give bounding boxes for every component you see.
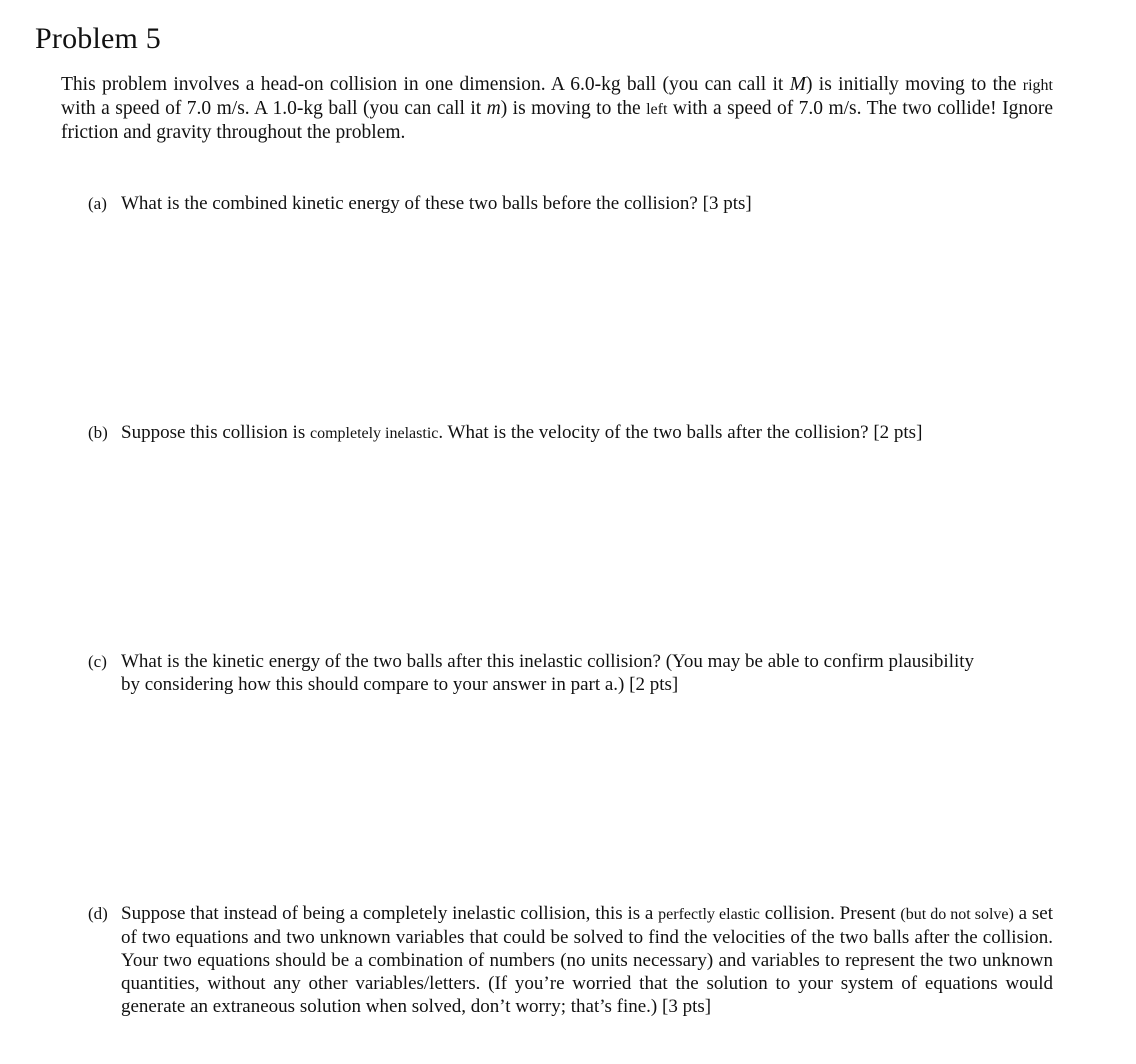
part-b-question — [121, 421, 1053, 445]
part-d-perfectly-elastic: perfectly elastic — [658, 906, 760, 923]
part-d-text-1: Suppose that instead of being a completely inelastic collision, this is a — [121, 903, 659, 924]
part-a-question: What is the combined kinetic energy of these two balls before the collision? [3 pts] — [121, 193, 752, 214]
part-a-letter: (a) — [88, 194, 107, 213]
part-a — [88, 192, 1053, 215]
intro-right: right — [1022, 77, 1053, 94]
part-b-text-1: Suppose this collision is — [121, 422, 310, 443]
part-b-completely-inelastic: completely inelastic — [309, 425, 439, 442]
intro-text-5: with a speed of 7.0 m/s. The two collide! Ignore friction and gravity throughout the problem. — [61, 98, 1054, 143]
part-c-question: What is the kinetic energy of the two balls after this inelastic collision? (You may be able to confirm plausibility by considering how this should compare to your answer in part a.) [2 pts] — [121, 651, 975, 695]
part-d-text-3: a set of two equations and two unknown variables that could be solved to find the velocities of the two balls after the collision. Your two equations should be a combination of numbers (no units necessary) and variables to represent the two unknown quantities, without any other variables/letters. (If you’re worried that the solution to your system of equations would generate an extraneous solution when solved, don’t worry; that’s fine.) [3 pts] — [121, 903, 1053, 1017]
intro-text-4: ) is moving to the — [500, 98, 647, 119]
part-d-question — [121, 902, 1053, 1018]
intro-var-M: M — [789, 74, 806, 95]
intro-var-m: m — [486, 98, 501, 119]
part-b-letter: (b) — [88, 423, 108, 442]
part-d-text-2: collision. Present — [759, 903, 901, 924]
part-b-text-2: . What is the velocity of the two balls after the collision? [2 pts] — [438, 422, 923, 443]
part-d — [88, 902, 1053, 1018]
part-d-but-do-not-solve: (but do not solve) — [900, 906, 1014, 923]
intro-text-2: ) is initially moving to the — [805, 74, 1023, 95]
part-c-letter: (c) — [88, 652, 107, 671]
intro-left: left — [646, 101, 668, 118]
problem-title: Problem 5 — [35, 22, 161, 55]
part-b — [88, 421, 1053, 445]
intro-text-3: with a speed of 7.0 m/s. A 1.0-kg ball (you can call it — [61, 98, 487, 119]
part-c — [88, 650, 988, 696]
problem-intro — [61, 73, 1053, 144]
intro-text-1: This problem involves a head-on collision in one dimension. A 6.0-kg ball (you can call it — [61, 74, 790, 95]
part-d-letter: (d) — [88, 904, 108, 923]
